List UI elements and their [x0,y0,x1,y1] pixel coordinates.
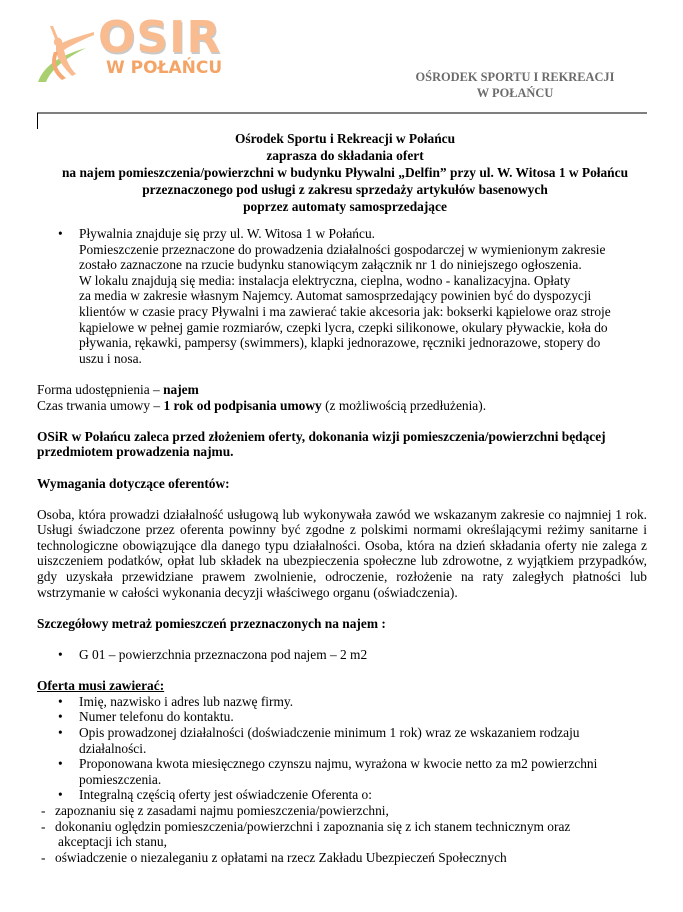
duration-label: Czas trwania umowy – [37,397,164,413]
offer-heading: Oferta musi zawierać: [37,678,165,694]
intro-line: uszu i nosa. [79,350,142,366]
form-of-availability [37,382,647,398]
offer-item [37,709,617,725]
title-line5: poprzez automaty samosprzedające [243,199,447,214]
area-item [37,647,647,663]
area-item-text: G 01 – powierzchnia przeznaczona pod najem – 2 m2 [79,647,368,663]
logo-main-text: OSIR [98,12,222,63]
bullet-icon: • [58,226,63,241]
contract-duration [37,398,647,414]
area-list [37,647,647,663]
recommendation-notice [37,429,647,460]
offer-item-text: Proponowana kwota miesięcznego czynszu najmu, wyrażona w kwocie netto za m2 powierzchni pomieszczenia. [79,756,598,787]
declaration-text: zapoznaniu się z zasadami najmu pomieszczenia/powierzchni, [55,802,389,818]
offer-item [37,725,617,756]
declaration-text: oświadczenie o niezaleganiu z opłatami na rzecz Zakładu Ubezpieczeń Społecznych [55,849,507,865]
form-value: najem [163,381,199,397]
offer-item [37,694,617,710]
intro-line: Pływalnia znajduje się przy ul. W. Witosa 1 w Połańcu. [79,226,375,241]
osir-logo [36,12,246,86]
bullet-icon: • [58,647,63,663]
intro-line: klientów w czasie pracy Pływalni i ma zawierać takie akcesoria jak: bokserki kąpielowe oraz stroje [79,303,611,319]
bullet-icon: • [58,725,63,740]
declaration-item [37,850,647,866]
intro-line: za media w zakresie własnym Najemcy. Automat samosprzedający powinien być do dyspozycji [79,288,592,304]
duration-note: (z możliwością przedłużenia). [321,397,487,413]
header-divider-tick [37,113,38,129]
area-heading: Szczegółowy metraż pomieszczeń przeznaczonych na najem : [37,615,386,631]
logo-sub-text: W POŁAŃCU [106,58,223,78]
intro-line: pływania, rękawki, pampersy (swimmers), klapki jednorazowe, ręczniki jednorazowe, stopery do [79,335,601,351]
offer-item [37,756,617,787]
intro-line: Pomieszczenie przeznaczone do prowadzenia działalności gospodarczej w wymienionym zakresie [79,241,606,257]
recommendation-line2: przedmiotem prowadzenia najmu. [37,444,234,460]
dash-icon: - [41,849,46,865]
organization-header [400,69,630,101]
recommendation-line1: OSiR w Połańcu zaleca przed złożeniem oferty, dokonania wizji pomieszczenia/powierzchni będącej [37,428,606,444]
declaration-text: dokonaniu oględzin pomieszczenia/powierzchni i zapoznania się z ich stanem technicznym oraz [55,818,571,834]
intro-line: kąpielowe w pełnej gamie rozmiarów, czepki lycra, czepki silikonowe, okulary pływackie, koła do [79,319,608,335]
requirements-text: Osoba, która prowadzi działalność usługową lub wykonywała zawód we wskazanym zakresie co najmniej 1 rok. Usługi świadczone przez oferenta powinny być zgodne z polskimi normami określającymi reżimy sanitarne i technologiczne obowiązujące dla danego typu działalności. Osoba, która na dzień składania oferty nie zalega z uiszczeniem podatków, opłat lub składek na ubezpieczenia społeczne lub zdrowotne, z wyjątkiem przypadków, gdy uzyskała przewidziane prawem zwolnienie, odroczenie, rozłożenie na raty zaległych płatności lub wstrzymanie w całości wykonania decyzji właściwego organu (oświadczenia). [37,506,647,600]
title-line2: zaprasza do składania ofert [266,148,424,163]
title-line4: przeznaczonego pod usługi z zakresu sprzedaży artykułów basenowych [142,182,548,197]
offer-item-text: Imię, nazwisko i adres lub nazwę firmy. [79,693,294,709]
form-label: Forma udostępnienia – [37,381,164,397]
offer-item-text: Integralną częścią oferty jest oświadczenie Oferenta o: [79,787,372,803]
intro-bullet-item [37,226,647,366]
intro-list [37,226,647,366]
announcement-title [30,130,660,215]
offer-item [37,787,617,803]
intro-line: W lokalu znajdują się media: instalacja elektryczna, cieplna, wodno - kanalizacyjna. Opłaty [79,272,571,288]
bullet-icon: • [58,756,63,772]
header-divider [37,112,647,114]
declarations-list [37,803,647,865]
bullet-icon: • [58,709,63,725]
offer-requirements-list [37,694,617,803]
bullet-icon: • [58,693,63,709]
document-body [37,226,647,865]
dash-icon: - [41,802,46,818]
org-name-line2: W POŁAŃCU [476,86,554,100]
duration-value: 1 rok od podpisania umowy [163,397,322,413]
intro-line: zostało zaznaczone na rzucie budynku stanowiącym załącznik nr 1 do niniejszego ogłoszenia. [79,257,582,273]
declaration-item [37,803,647,819]
org-name-line1: OŚRODEK SPORTU I REKREACJI [415,70,615,84]
title-line1: Ośrodek Sportu i Rekreacji w Połańcu [234,131,456,146]
requirements-heading: Wymagania dotyczące oferentów: [37,475,230,491]
bullet-icon: • [58,787,63,803]
offer-item-text: Opis prowadzonej działalności (doświadczenie minimum 1 rok) wraz ze wskazaniem rodzaju działalności. [79,725,580,756]
title-line3: na najem pomieszczenia/powierzchni w budynku Pływalni „Delfin” przy ul. W. Witosa 1 w Połańcu [61,165,629,180]
athlete-swoosh-icon [36,22,98,84]
dash-icon: - [41,818,46,834]
declaration-item [37,819,647,850]
offer-item-text: Numer telefonu do kontaktu. [79,709,234,725]
declaration-continuation: akceptacji ich stanu, [58,834,167,850]
